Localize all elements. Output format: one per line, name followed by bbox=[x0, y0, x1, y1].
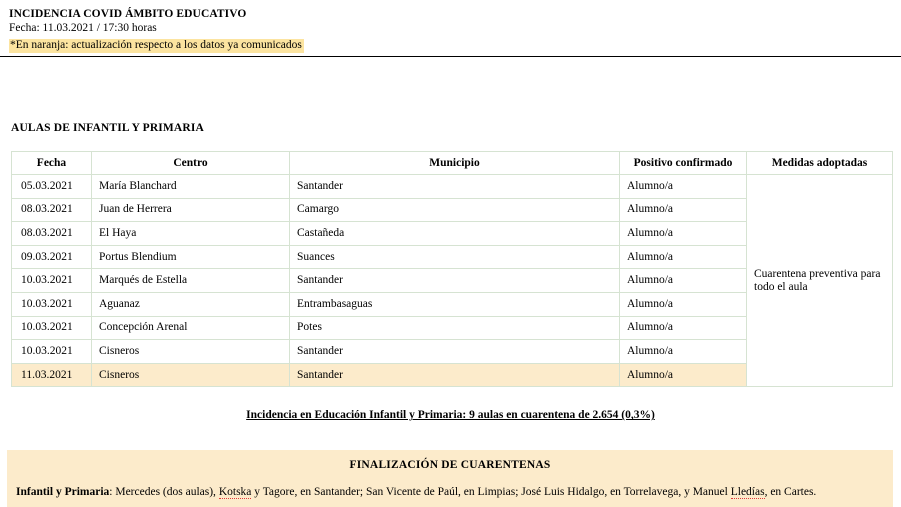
cell-positivo: Alumno/a bbox=[620, 340, 747, 364]
cell-municipio: Entrambasaguas bbox=[290, 292, 620, 316]
cell-fecha: 08.03.2021 bbox=[12, 222, 92, 246]
table-header-row bbox=[12, 152, 893, 175]
cell-positivo: Alumno/a bbox=[620, 245, 747, 269]
cell-centro: El Haya bbox=[92, 222, 290, 246]
banner-text-3: , en Cartes. bbox=[764, 486, 817, 498]
cell-centro: Aguanaz bbox=[92, 292, 290, 316]
cell-centro: María Blanchard bbox=[92, 175, 290, 199]
column-header-positivo: Positivo confirmado bbox=[620, 152, 747, 175]
cell-municipio: Camargo bbox=[290, 198, 620, 222]
misspelled-word-kotska: Kotska bbox=[218, 486, 252, 498]
cell-centro: Cisneros bbox=[92, 363, 290, 387]
cell-municipio: Santander bbox=[290, 175, 620, 199]
cell-medidas-merged: Cuarentena preventiva para todo el aula bbox=[747, 175, 893, 387]
section-title-aulas: AULAS DE INFANTIL Y PRIMARIA bbox=[11, 122, 204, 134]
cell-fecha: 09.03.2021 bbox=[12, 245, 92, 269]
finalizacion-banner bbox=[7, 450, 893, 507]
cell-fecha: 11.03.2021 bbox=[12, 363, 92, 387]
cell-positivo: Alumno/a bbox=[620, 292, 747, 316]
cell-fecha: 10.03.2021 bbox=[12, 269, 92, 293]
cell-municipio: Santander bbox=[290, 269, 620, 293]
cell-positivo: Alumno/a bbox=[620, 175, 747, 199]
cell-positivo: Alumno/a bbox=[620, 198, 747, 222]
column-header-municipio: Municipio bbox=[290, 152, 620, 175]
incidence-summary-text: Incidencia en Educación Infantil y Primaria: 9 aulas en cuarentena de 2.654 (0,3%) bbox=[246, 409, 655, 422]
banner-title: FINALIZACIÓN DE CUARENTENAS bbox=[349, 459, 551, 471]
cell-centro: Juan de Herrera bbox=[92, 198, 290, 222]
cell-fecha: 10.03.2021 bbox=[12, 340, 92, 364]
aulas-table bbox=[11, 151, 893, 387]
incidence-summary bbox=[0, 387, 901, 421]
misspelled-word-lledias: Lledías bbox=[730, 486, 765, 498]
column-header-fecha: Fecha bbox=[12, 152, 92, 175]
header-date-line: Fecha: 11.03.2021 / 17:30 horas bbox=[9, 22, 157, 34]
cell-centro: Marqués de Estella bbox=[92, 269, 290, 293]
banner-text-1: : Mercedes (dos aulas), bbox=[109, 486, 219, 498]
table-body bbox=[12, 175, 893, 387]
cell-municipio: Castañeda bbox=[290, 222, 620, 246]
cell-positivo: Alumno/a bbox=[620, 269, 747, 293]
table-row bbox=[12, 175, 893, 199]
cell-centro: Cisneros bbox=[92, 340, 290, 364]
cell-positivo: Alumno/a bbox=[620, 222, 747, 246]
cell-municipio: Suances bbox=[290, 245, 620, 269]
cell-positivo: Alumno/a bbox=[620, 316, 747, 340]
cell-fecha: 08.03.2021 bbox=[12, 198, 92, 222]
table-header bbox=[12, 152, 893, 175]
table-container bbox=[0, 134, 901, 387]
cell-fecha: 10.03.2021 bbox=[12, 292, 92, 316]
header-orange-note: *En naranja: actualización respecto a los datos ya comunicados bbox=[10, 39, 302, 51]
cell-centro: Concepción Arenal bbox=[92, 316, 290, 340]
column-header-centro: Centro bbox=[92, 152, 290, 175]
column-header-medidas: Medidas adoptadas bbox=[747, 152, 893, 175]
page-title: INCIDENCIA COVID ÁMBITO EDUCATIVO bbox=[9, 8, 247, 20]
document-header bbox=[0, 0, 901, 53]
banner-body bbox=[7, 471, 893, 507]
cell-municipio: Potes bbox=[290, 316, 620, 340]
cell-municipio: Santander bbox=[290, 340, 620, 364]
banner-label: Infantil y Primaria bbox=[16, 486, 110, 498]
cell-fecha: 10.03.2021 bbox=[12, 316, 92, 340]
cell-centro: Portus Blendium bbox=[92, 245, 290, 269]
cell-positivo: Alumno/a bbox=[620, 363, 747, 387]
cell-fecha: 05.03.2021 bbox=[12, 175, 92, 199]
cell-municipio: Santander bbox=[290, 363, 620, 387]
banner-text-2: y Tagore, en Santander; San Vicente de Paúl, en Limpias; José Luis Hidalgo, en Torrelavega, y Manuel bbox=[251, 486, 731, 498]
